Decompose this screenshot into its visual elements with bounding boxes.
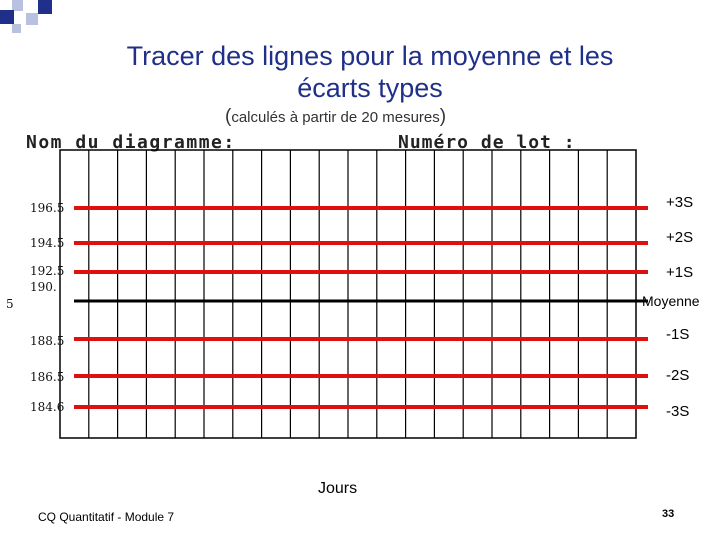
title-line-1: Tracer des lignes pour la moyenne et les: [126, 41, 614, 71]
title-line-2: écarts types: [297, 73, 443, 103]
chart-name-label: Nom du diagramme:: [26, 132, 236, 153]
sd-label: -2S: [666, 367, 690, 384]
y-value-label: 186.5: [30, 370, 65, 384]
page-number: 33: [662, 508, 675, 520]
footer-text: CQ Quantitatif - Module 7: [38, 510, 175, 524]
x-axis-label: Jours: [318, 480, 358, 497]
y-value-label: 188.5: [30, 334, 65, 348]
subtitle-close-paren: ): [439, 106, 447, 127]
subtitle-open-paren: (: [225, 106, 232, 127]
y-value-label: 196.5: [30, 201, 65, 215]
y-value-label: 192.5: [30, 264, 65, 278]
sd-label: -3S: [666, 403, 690, 420]
sd-label: +3S: [666, 194, 694, 211]
y-value-label: 190. 5: [6, 280, 57, 311]
y-value-label: 184.6: [30, 400, 65, 414]
sd-label: Moyenne: [642, 293, 700, 309]
y-value-label: 194.5: [30, 236, 65, 250]
sd-label: +1S: [666, 264, 694, 281]
subtitle-text: calculés à partir de 20 mesures: [231, 109, 440, 126]
sd-label: -1S: [666, 326, 690, 343]
sd-label: +2S: [666, 229, 694, 246]
lot-number-label: Numéro de lot :: [398, 132, 576, 153]
